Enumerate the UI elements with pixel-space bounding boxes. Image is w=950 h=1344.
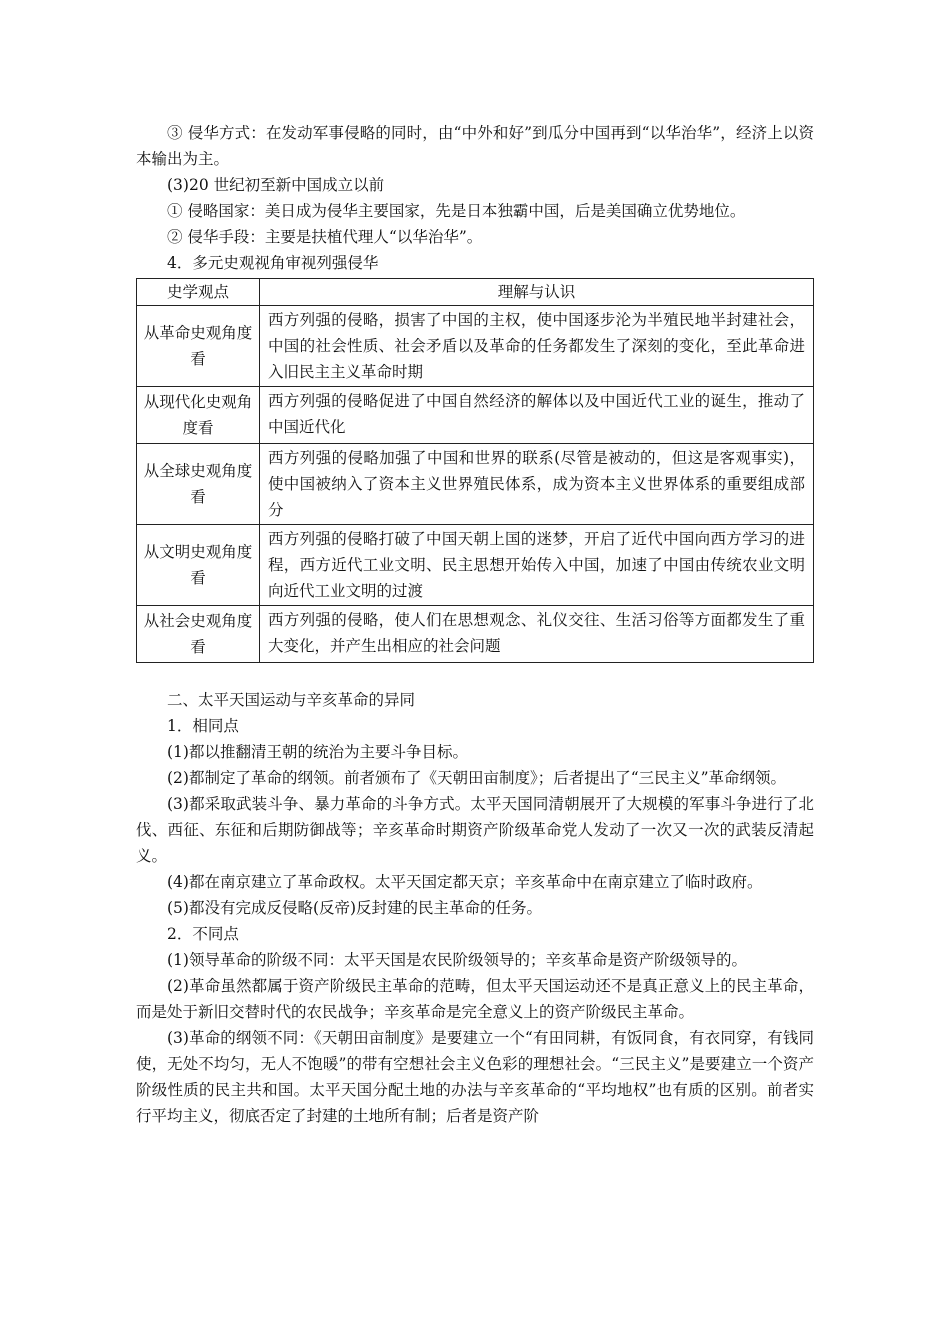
paragraph: (1)都以推翻清王朝的统治为主要斗争目标。: [167, 743, 468, 761]
paragraph: (2)革命虽然都属于资产阶级民主革命的范畴，但太平天国运动还不是真正意义上的民主革命，而是处于新旧交替时代的农民战争；辛亥革命是完全意义上的资产阶级民主革命。: [136, 977, 814, 1021]
table-cell-view: 从现代化史观角度看: [137, 387, 260, 444]
table-cell-view: 从文明史观角度看: [137, 525, 260, 606]
paragraph: (5)都没有完成反侵略(反帝)反封建的民主革命的任务。: [167, 899, 543, 917]
table-cell-desc: 西方列强的侵略打破了中国天朝上国的迷梦，开启了近代中国向西方学习的进程，西方近代工业文明、民主思想开始传入中国，加速了中国由传统农业文明向近代工业文明的过渡: [260, 525, 814, 606]
table-row: [137, 387, 814, 444]
table-cell-desc: 西方列强的侵略，损害了中国的主权，使中国逐步沦为半殖民地半封建社会，中国的社会性质、社会矛盾以及革命的任务都发生了深刻的变化，至此革命进入旧民主主义革命时期: [260, 306, 814, 387]
column-header-understanding: 理解与认识: [260, 279, 814, 306]
table-header-row: [137, 279, 814, 306]
historical-views-table-wrap: [136, 278, 814, 663]
table-heading: 4．多元史观视角审视列强侵华: [167, 254, 379, 272]
section-invasion-methods: [136, 120, 814, 276]
section-spacer: [136, 663, 814, 687]
paragraph: ① 侵略国家：美日成为侵华主要国家，先是日本独霸中国，后是美国确立优势地位。: [167, 202, 746, 220]
paragraph: (3)革命的纲领不同：《天朝田亩制度》是要建立一个“有田同耕，有饭同食，有衣同穿，有钱同使，无处不均匀，无人不饱暖”的带有空想社会主义色彩的理想社会。“三民主义”是要建立一个资产阶级性质的民主共和国。太平天国分配土地的办法与辛亥革命的“平均地权”也有质的区别。前者实行平均主义，彻底否定了封建的土地所有制；后者是资产阶: [136, 1029, 814, 1125]
section-comparison: [136, 687, 814, 1129]
table-row: [137, 306, 814, 387]
table-cell-view: 从革命史观角度看: [137, 306, 260, 387]
section-title: 二、太平天国运动与辛亥革命的异同: [167, 691, 416, 709]
subheading-differences: 2．不同点: [167, 925, 239, 943]
table-row: [137, 525, 814, 606]
subheading-similarities: 1．相同点: [167, 717, 239, 735]
paragraph: ② 侵华手段：主要是扶植代理人“以华治华”。: [167, 228, 483, 246]
table-cell-view: 从全球史观角度看: [137, 444, 260, 525]
table-row: [137, 444, 814, 525]
paragraph: (2)都制定了革命的纲领。前者颁布了《天朝田亩制度》；后者提出了“三民主义”革命纲领。: [167, 769, 787, 787]
paragraph: (3)20 世纪初至新中国成立以前: [167, 176, 385, 194]
table-cell-view: 从社会史观角度看: [137, 606, 260, 663]
historical-views-table: [136, 278, 814, 663]
table-cell-desc: 西方列强的侵略，使人们在思想观念、礼仪交往、生活习俗等方面都发生了重大变化，并产生出相应的社会问题: [260, 606, 814, 663]
document-page: [136, 120, 814, 1129]
paragraph: (3)都采取武装斗争、暴力革命的斗争方式。太平天国同清朝展开了大规模的军事斗争进行了北伐、西征、东征和后期防御战等；辛亥革命时期资产阶级革命党人发动了一次又一次的武装反清起义。: [136, 795, 814, 865]
table-cell-desc: 西方列强的侵略促进了中国自然经济的解体以及中国近代工业的诞生，推动了中国近代化: [260, 387, 814, 444]
table-row: [137, 606, 814, 663]
paragraph: (4)都在南京建立了革命政权。太平天国定都天京；辛亥革命中在南京建立了临时政府。: [167, 873, 763, 891]
table-cell-desc: 西方列强的侵略加强了中国和世界的联系(尽管是被动的，但这是客观事实)，使中国被纳入了资本主义世界殖民体系，成为资本主义世界体系的重要组成部分: [260, 444, 814, 525]
paragraph: (1)领导革命的阶级不同：太平天国是农民阶级领导的；辛亥革命是资产阶级领导的。: [167, 951, 747, 969]
column-header-view: 史学观点: [137, 279, 260, 306]
paragraph: ③ 侵华方式：在发动军事侵略的同时，由“中外和好”到瓜分中国再到“以华治华”，经济上以资本输出为主。: [136, 124, 814, 168]
